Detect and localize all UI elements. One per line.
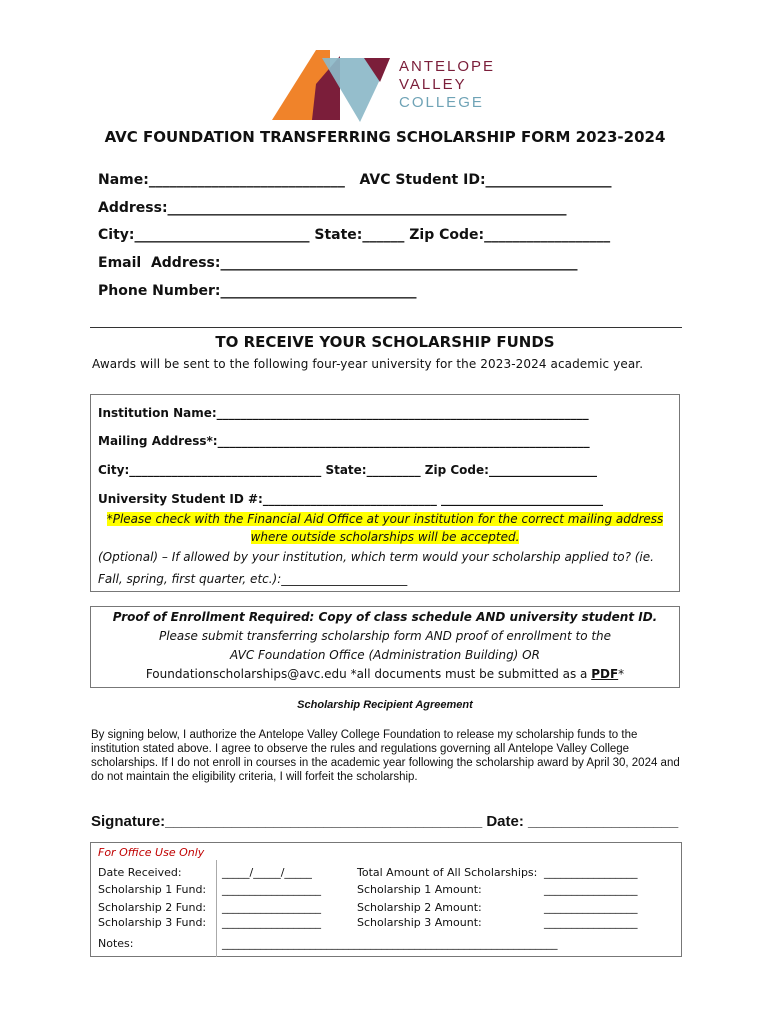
office-column-divider [216,860,217,957]
logo-mark [272,48,397,122]
total-amount-label: Total Amount of All Scholarships: [357,866,538,879]
logo-text-line3: COLLEGE [399,94,484,111]
optional-term-field[interactable]: Fall, spring, first quarter, etc.):_____________________ [98,572,408,586]
avc-logo [272,48,502,122]
asterisk-text: * [618,667,625,681]
amount2-label: Scholarship 2 Amount: [357,901,482,914]
city-state-zip-field[interactable]: City:_________________________ State:______ Zip Code:__________________ [98,227,611,243]
form-title: AVC FOUNDATION TRANSFERRING SCHOLARSHIP FORM 2023-2024 [104,128,666,146]
email-field[interactable]: Email Address:___________________________________________________ [98,255,578,271]
mailing-note-line2: where outside scholarships will be accepted. [250,530,520,544]
proof-required: Proof of Enrollment Required: Copy of class schedule AND university student ID. [112,610,658,624]
agreement-title: Scholarship Recipient Agreement [297,699,473,711]
name-student-id-field[interactable]: Name:____________________________ AVC Student ID:__________________ [98,172,612,188]
proof-submit-instructions: Please submit transferring scholarship form AND proof of enrollment to the [158,629,612,643]
proof-email-line [90,667,680,681]
notes-label: Notes: [98,937,134,950]
phone-field[interactable]: Phone Number:____________________________ [98,283,417,299]
proof-office: AVC Foundation Office (Administration Building) OR [230,648,540,662]
address-field[interactable]: Address:_________________________________________________________ [98,200,567,216]
fund2-field[interactable]: __________________ [222,901,321,914]
awards-intro: Awards will be sent to the following four-year university for the 2023-2024 academic year. [92,357,644,371]
section-divider [90,327,682,328]
office-use-header: For Office Use Only [98,846,205,859]
amount3-label: Scholarship 3 Amount: [357,916,482,929]
mailing-address-field[interactable]: Mailing Address*:______________________________________________________________ [98,434,590,448]
fund3-field[interactable]: __________________ [222,916,321,929]
logo-text-line2: VALLEY [399,76,467,93]
receive-funds-title: TO RECEIVE YOUR SCHOLARSHIP FUNDS [215,333,555,351]
notes-field[interactable]: _____________________________________________________________ [222,937,558,950]
agreement-text: By signing below, I authorize the Antelope Valley College Foundation to release my scholarship funds to the institution stated above. I agree to observe the rules and regulations governing all Antelope Valley College scholarships. If I do not enroll in courses in the academic year following the scholarship award by April 30, 2024 and do not maintain the eligibility criteria, I will forfeit the scholarship. [91,729,680,783]
amount2-field[interactable]: _________________ [544,901,638,914]
date-received-label: Date Received: [98,866,182,879]
amount1-field[interactable]: _________________ [544,883,638,896]
institution-name-field[interactable]: Institution Name:______________________________________________________________ [98,406,589,420]
optional-term-line1: (Optional) – If allowed by your institution, which term would your scholarship applied to? (ie. [98,550,654,564]
mailing-note-line1: *Please check with the Financial Aid Office at your institution for the correct mailing address [106,512,664,526]
institution-city-state-zip-field[interactable]: City:________________________________ State:_________ Zip Code:__________________ [98,463,597,477]
university-student-id-field[interactable]: University Student ID #:_____________________________ ___________________________ [98,492,604,506]
signature-date-field[interactable]: Signature:______________________________________ Date: __________________ [91,813,679,830]
amount3-field[interactable]: _________________ [544,916,638,929]
total-amount-field[interactable]: _________________ [544,866,638,879]
fund1-field[interactable]: __________________ [222,883,321,896]
fund2-label: Scholarship 2 Fund: [98,901,207,914]
fund1-label: Scholarship 1 Fund: [98,883,207,896]
fund3-label: Scholarship 3 Fund: [98,916,207,929]
date-received-field[interactable]: _____/_____/_____ [222,866,312,879]
foundation-email-text: Foundationscholarships@avc.edu *all documents must be submitted as a [145,667,592,681]
pdf-text: PDF [591,667,619,681]
amount1-label: Scholarship 1 Amount: [357,883,482,896]
logo-text-line1: ANTELOPE [399,58,496,75]
